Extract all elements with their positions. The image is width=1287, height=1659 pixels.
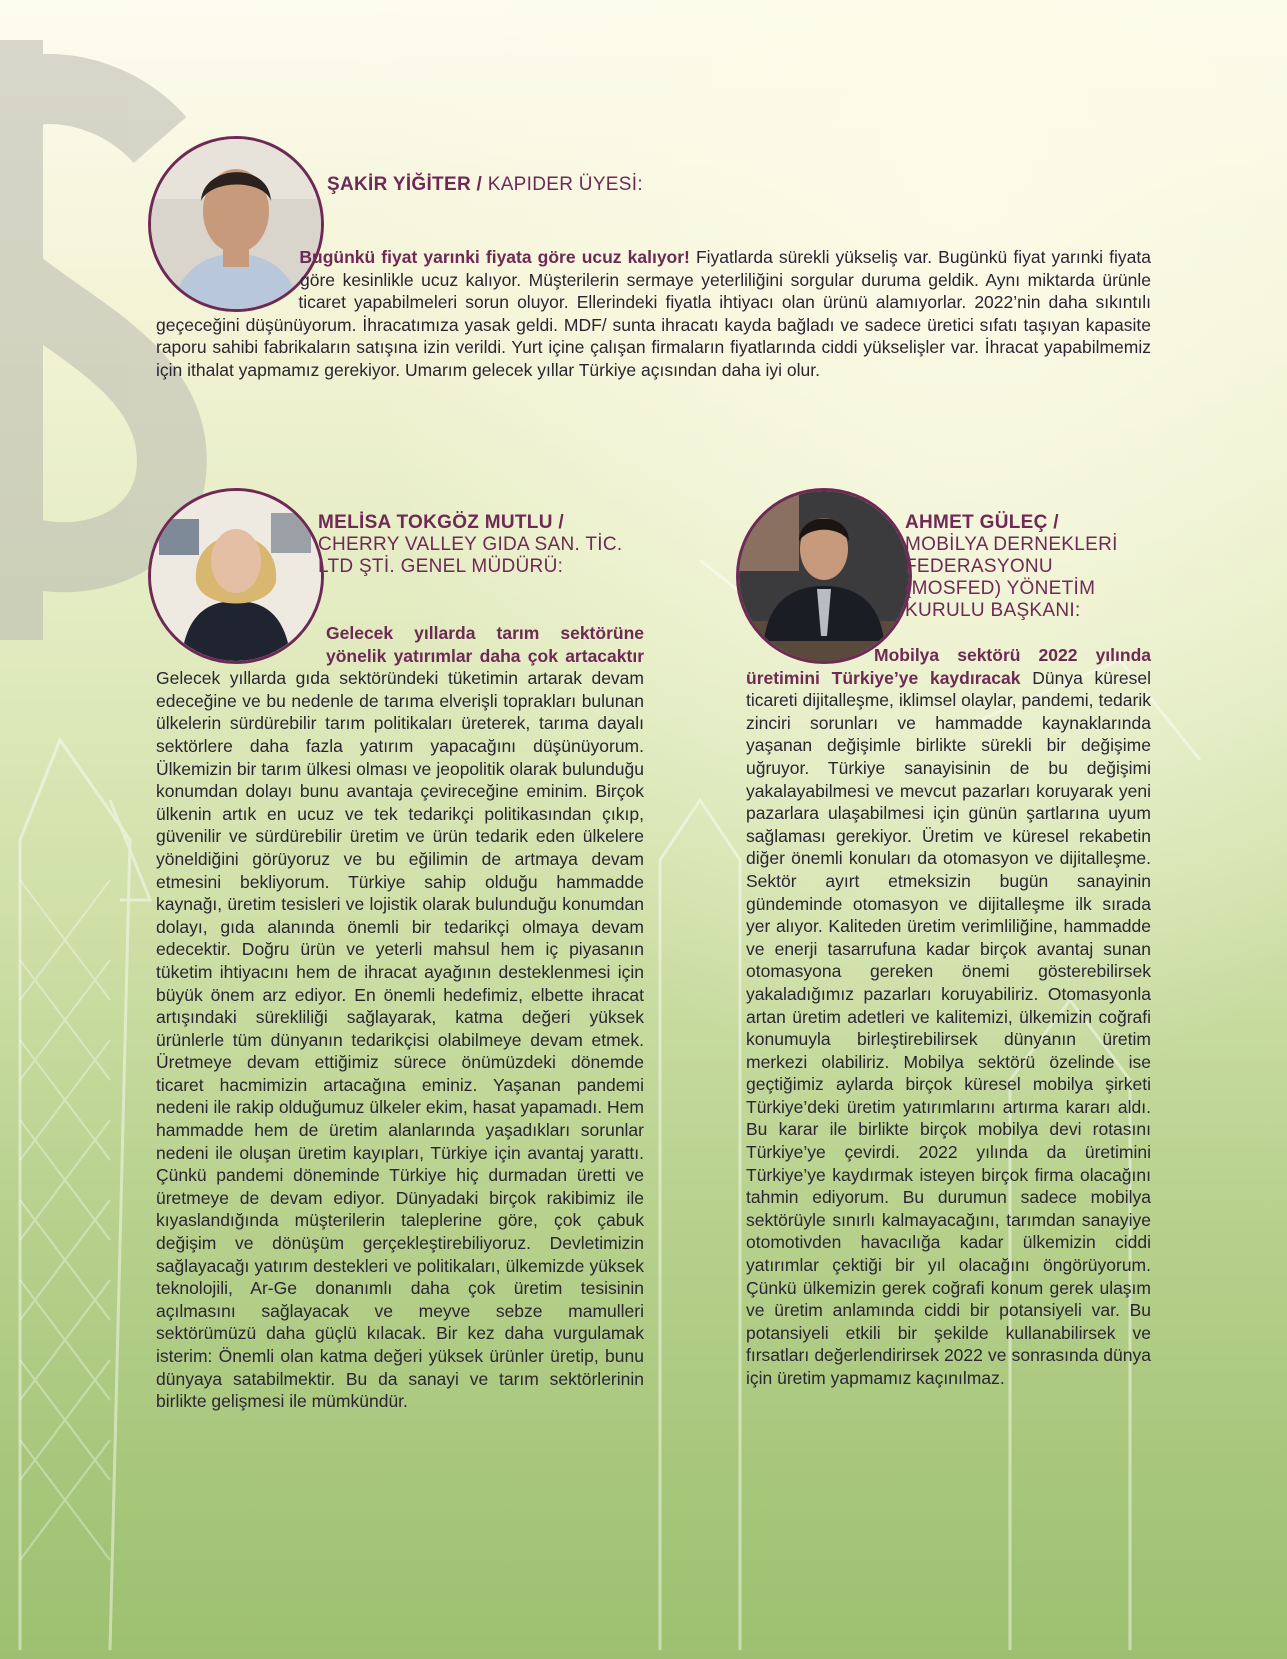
person1-text [156, 246, 1151, 382]
dollar-sign-icon [0, 40, 172, 640]
person3-body: Dünya küresel ticareti dijitalleşme, iklimsel olaylar, pandemi, tedarik zinciri sorunları ve hammadde kaynaklarında yaşanan değişimle birlikte sürekli bir değişime uğruyor. Türkiye sanayisinin de bu değişimi yakalayabilmesi ve mevcut pazarları koruyarak yeni pazarlara ulaşabilmesi için günün şartlarına uyum sağlaması gerekiyor. Üretim ve küresel rekabetin diğer önemli konuları da otomasyon ve dijitalleşme. Sektör ayırt etmeksizin bugün sanayinin gündeminde otomasyon ve dijitalleşme ilk sırada yer alıyor. Kaliteden üretim verimliliğine, hammadde ve enerji tasarrufuna kadar birçok avantaj sunan otomasyona gereken önemi gösterebilirsek yakaladığımız pazarları koruyabiliriz. Otomasyonla artan üretim adetleri ve kalitemizi, ülkemizin coğrafi konumuyla birleştirebilirsek dünyanın üretim merkezi olabiliriz. Mobilya sektörü özelinde ise geçtiğimiz aylarda birçok küresel mobilya şirketi Türkiye’deki üretim yatırımlarını artırma kararı aldı. Bu karar ile birlikte birçok mobilya devi rotasını Türkiye’ye çevirdi. 2022 yılında da üretimini Türkiye’ye kaydırmak isteyen birçok firma olacağını tahmin ediyorum. Bu durumun sadece mobilya sektörüyle sınırlı kalmayacağını, tarımdan sanayiye otomotivden havacılığa kadar ülkemizin ciddi yatırımlar çektiği bir yıl olacağını öngörüyorum. Çünkü ülkemizin gerek coğrafi konum gerek ulaşım ve üretim anlamında ciddi bir potansiyeli var. Bu potansiyeli etkili bir şekilde kullanabilirsek ve fırsatları değerlendirirsek 2022 ve sonrasında dünya için üretim yapmamız kaçınılmaz. [746, 667, 1151, 1388]
person2-name: MELİSA TOKGÖZ MUTLU / [318, 512, 564, 533]
person3-role: MOBİLYA DERNEKLERİ FEDERASYONU (MOSFED) YÖNETİM KURULU BAŞKANI: [905, 534, 1118, 621]
person2-text [156, 622, 644, 1413]
person3-text [746, 644, 1151, 1390]
person1-role: KAPIDER ÜYESİ: [487, 174, 643, 195]
person2-lead: Gelecek yıllarda tarım sektörüne yönelik yatırımlar daha çok artacaktır [326, 623, 644, 666]
person3-name: AHMET GÜLEÇ / [905, 512, 1059, 533]
person3-lead: Mobilya sektörü 2022 yılında üretimini Türkiye’ye kaydıracak [746, 645, 1151, 688]
person2-header [318, 512, 643, 578]
person1-header [327, 174, 747, 196]
person1-lead: Bugünkü fiyat yarınki fiyata göre ucuz kalıyor! [299, 247, 690, 267]
person1-body: Fiyatlarda sürekli yükseliş var. Bugünkü fiyat yarınki fiyata göre kesinlikle ucuz kalıyor. Müşterilerin sermaye yeterliliğini sorgular duruma geldik. Aynı miktarda ürünle ticaret yapabilmeleri sorun oluyor. Ellerindeki fiyatla ihtiyacı olan ürünü alamıyorlar. 2022’nin daha sıkıntılı geçeceğini düşünüyorum. İhracatımıza yasak geldi. MDF/ sunta ihracatı kayda bağladı ve sadece üretici sıfatı taşıyan kapasite raporu sahibi fabrikaların satışına izin verildi. Yurt içine çalışan firmaların fiyatlarında ciddi yükselişler var. İhracat yapabilmemiz için ithalat yapmamız gerekiyor. Umarım gelecek yıllar Türkiye açısından daha iyi olur. [156, 247, 1151, 380]
person2-role: CHERRY VALLEY GIDA SAN. TİC. LTD ŞTİ. GENEL MÜDÜRÜ: [318, 534, 623, 577]
person2-body: Gelecek yıllarda gıda sektöründeki tüketimin artarak devam edeceğine ve bu nedenle de tarıma elverişli toprakları bulunan ülkelerin sürdürebilir tarım politikaları üreterek, tarıma dayalı sektörlere daha fazla yatırım yapacağını düşünüyorum. Ülkemizin bir tarım ülkesi olması ve jeopolitik olarak bulunduğu konumdan dolayı bunu avantaja çevireceğine eminim. Birçok ülkenin artık en ucuz ve tek tedarikçi politikasından çıkıp, güvenilir ve sürdürebilir üretim ve ürün tedarik eden ülkelere yöneldiğini görüyoruz ve bu eğilimin de artmaya devam etmesini bekliyorum. Türkiye sahip olduğu hammadde kaynağı, üretim tesisleri ve lojistik olarak bulunduğu konumdan dolayı, gıda alanında önemli bir tedarikçi olmaya devam edecektir. Doğru ürün ve yeterli mahsul hem iç piyasanın tüketim ihtiyacını hem de ihracat ayağının desteklenmesi için büyük önem arz ediyor. En önemli hedefimiz, elbette ihracat artışındaki sürekliliği sağlayarak, katma değeri yüksek ürünlerle tüm dünyanın tedarikçisi olabilmeye devam etmek. Üretmeye devam ettiğimiz sürece önümüzdeki dönemde ticaret hacmimizin artacağına eminiz. Yaşanan pandemi nedeni ile rakip olduğumuz ülkeler ekim, hasat yapamadı. Hem hammadde hem de üretim alanlarında yaşadıkları sorunlar nedeni ile oluşan üretim kayıpları, Türkiye için avantaj yarattı. Çünkü pandemi döneminde Türkiye hiç durmadan üretti ve üretmeye de devam ediyor. Dünyadaki birçok rakibimiz ile kıyaslandığında müşterilerin taleplerine göre, çok çabuk değişim ve dönüşüm gerçekleştirebiliyoruz. Devletimizin sağlayacağı yatırım destekleri ve politikaları, ülkemizde yüksek teknolojili, Ar-Ge donanımlı daha çok üretim tesisinin açılmasını sağlayacak ve meyve sebze mamulleri sektörümüzü daha güçlü kılacak. Bir kez daha vurgulamak isterim: Önemli olan katma değeri yüksek ürünler üretip, bunu dünyaya satabilmektir. Bu da sanayi ve tarım sektörlerinin birlikte gelişmesi ile mümkündür. [156, 668, 644, 1412]
person1-name: ŞAKİR YİĞİTER / [327, 174, 483, 195]
person3-header [905, 512, 1145, 622]
portrait-ahmet-gulec [736, 488, 912, 664]
